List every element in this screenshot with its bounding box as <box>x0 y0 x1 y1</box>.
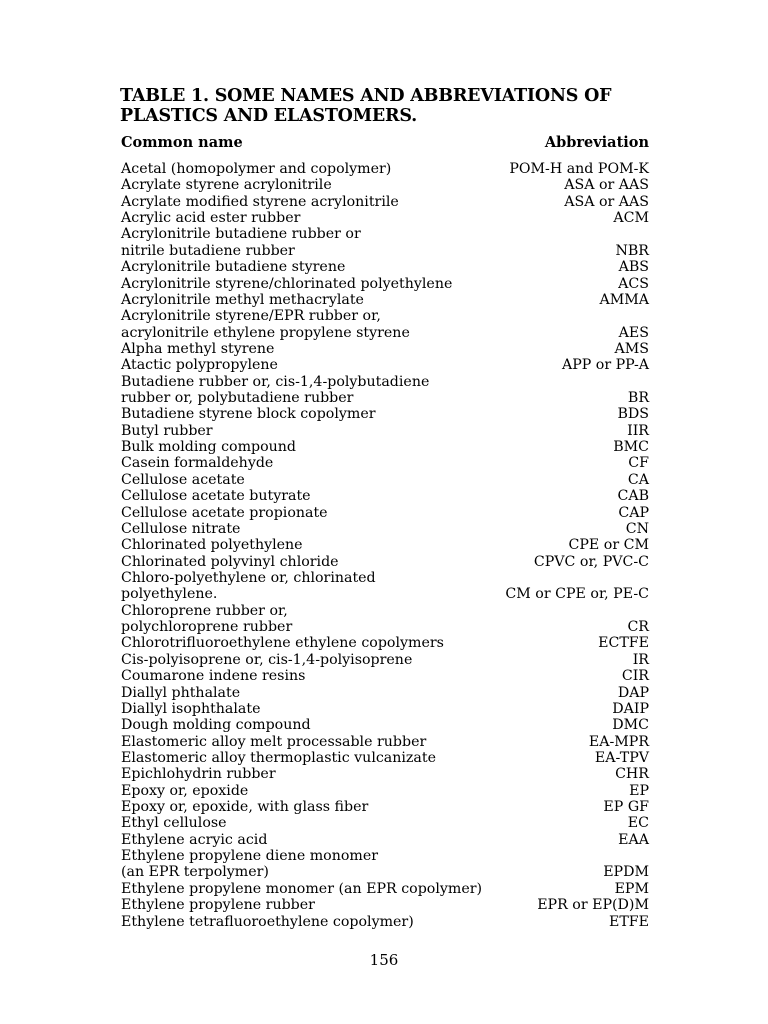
common-name-cell: Epoxy or, epoxide, with glass fiber <box>121 799 369 816</box>
common-name-cell: Elastomeric alloy melt processable rubber <box>121 733 427 750</box>
abbreviation-cell: CPVC or, PVC-C <box>533 553 649 570</box>
table-header <box>121 133 649 153</box>
common-name-cell: Ethylene tetrafluoroethylene copolymer) <box>121 913 414 930</box>
table-row <box>121 194 649 210</box>
abbreviation-cell: CIR <box>621 668 649 685</box>
table-row <box>121 325 649 341</box>
abbreviation-cell: CAB <box>617 488 649 505</box>
table-row <box>121 668 649 684</box>
abbreviation-cell: ASA or AAS <box>564 193 649 210</box>
abbreviation-cell: EPR or EP(D)M <box>537 897 649 914</box>
common-name-cell: Butadiene styrene block copolymer <box>121 406 376 423</box>
abbreviation-cell: CPE or CM <box>568 537 649 554</box>
common-name-cell: Coumarone indene resins <box>121 668 306 685</box>
abbreviation-cell: BDS <box>617 406 649 423</box>
common-name-cell: polychloroprene rubber <box>121 619 293 636</box>
abbreviation-cell: EA-TPV <box>594 749 649 766</box>
abbreviation-cell: DAP <box>617 684 649 701</box>
common-name-cell: Chlorinated polyvinyl chloride <box>121 553 339 570</box>
column-header-abbreviation: Abbreviation <box>544 134 649 151</box>
common-name-cell: Ethyl cellulose <box>121 815 227 832</box>
abbreviation-cell: EPDM <box>603 864 649 881</box>
common-name-cell: Ethylene acryic acid <box>121 831 268 848</box>
common-name-cell: Acrylonitrile styrene/EPR rubber or, <box>121 308 381 325</box>
abbreviation-cell: EC <box>627 815 649 832</box>
abbreviation-cell: EP GF <box>603 799 649 816</box>
table-row <box>121 505 649 521</box>
table-row <box>121 652 649 668</box>
table-row <box>121 815 649 831</box>
table-row <box>121 439 649 455</box>
abbreviation-cell: AMMA <box>599 291 649 308</box>
common-name-cell: Cellulose acetate propionate <box>121 504 328 521</box>
abbreviation-cell: ECTFE <box>598 635 649 652</box>
common-name-cell: Chlorinated polyethylene <box>121 537 303 554</box>
table-row <box>121 619 649 635</box>
abbreviation-cell: ACM <box>613 210 649 227</box>
table-row <box>121 783 649 799</box>
abbreviation-cell: CN <box>625 520 649 537</box>
table-row <box>121 390 649 406</box>
table-body <box>121 161 649 930</box>
abbreviation-cell: POM-H and POM-K <box>509 161 649 177</box>
table-row <box>121 570 649 586</box>
common-name-cell: Acrylic acid ester rubber <box>121 210 301 227</box>
common-name-cell: Diallyl phthalate <box>121 684 241 701</box>
table-row <box>121 537 649 553</box>
common-name-cell: rubber or, polybutadiene rubber <box>121 390 354 407</box>
abbreviation-cell: AES <box>618 324 649 341</box>
common-name-cell: Ethylene propylene diene monomer <box>121 848 379 865</box>
common-name-cell: Ethylene propylene rubber <box>121 897 315 914</box>
abbreviation-cell: EPM <box>614 880 649 897</box>
abbreviation-cell: IIR <box>627 422 649 439</box>
table-row <box>121 701 649 717</box>
common-name-cell: Chlorotrifluoroethylene ethylene copolymers <box>121 635 444 652</box>
table-row <box>121 357 649 373</box>
common-name-cell: Chloroprene rubber or, <box>121 602 288 619</box>
abbreviation-cell: EA-MPR <box>588 733 649 750</box>
common-name-cell: Epoxy or, epoxide <box>121 782 249 799</box>
common-name-cell: Atactic polypropylene <box>121 357 278 374</box>
common-name-cell: Acrylonitrile styrene/chlorinated polyethylene <box>121 275 453 292</box>
table-row <box>121 374 649 390</box>
table-title: TABLE 1. SOME NAMES AND ABBREVIATIONS OF PLASTICS AND ELASTOMERS. <box>120 86 612 126</box>
abbreviation-cell: NBR <box>615 242 649 259</box>
common-name-cell: Ethylene propylene monomer (an EPR copolymer) <box>121 880 483 897</box>
abbreviation-cell: BR <box>627 390 649 407</box>
table-row <box>121 685 649 701</box>
table-row <box>121 750 649 766</box>
abbreviation-cell: CR <box>627 619 649 636</box>
table-row <box>121 423 649 439</box>
abbreviation-cell: BMC <box>613 439 649 456</box>
table-row <box>121 276 649 292</box>
table-row <box>121 914 649 930</box>
abbreviation-cell: CAP <box>618 504 649 521</box>
table-row <box>121 406 649 422</box>
common-name-cell: Butadiene rubber or, cis-1,4-polybutadiene <box>121 373 430 390</box>
table-row <box>121 177 649 193</box>
table-row <box>121 603 649 619</box>
abbreviation-cell: EP <box>629 782 649 799</box>
abbreviation-cell: CM or CPE or, PE-C <box>505 586 649 603</box>
common-name-cell: Acrylonitrile methyl methacrylate <box>121 291 364 308</box>
table-row <box>121 635 649 651</box>
common-name-cell: Chloro-polyethylene or, chlorinated <box>121 569 376 586</box>
common-name-cell: Casein formaldehyde <box>121 455 274 472</box>
abbreviation-cell: AMS <box>614 340 649 357</box>
common-name-cell: Butyl rubber <box>121 422 213 439</box>
table-row <box>121 341 649 357</box>
common-name-cell: acrylonitrile ethylene propylene styrene <box>121 324 410 341</box>
table-row <box>121 832 649 848</box>
table-row <box>121 897 649 913</box>
table-row <box>121 308 649 324</box>
abbreviation-cell: CHR <box>615 766 649 783</box>
column-header-common-name: Common name <box>121 134 243 151</box>
common-name-cell: Acetal (homopolymer and copolymer) <box>121 161 392 177</box>
abbreviation-cell: IR <box>632 651 649 668</box>
table-row <box>121 292 649 308</box>
table-row <box>121 210 649 226</box>
table-row <box>121 881 649 897</box>
table-row <box>121 488 649 504</box>
common-name-cell: Acrylate styrene acrylonitrile <box>121 177 332 194</box>
common-name-cell: Dough molding compound <box>121 717 311 734</box>
table-row <box>121 766 649 782</box>
abbreviation-cell: ETFE <box>608 913 649 930</box>
table-row <box>121 521 649 537</box>
table-row <box>121 848 649 864</box>
abbreviation-cell: CA <box>627 471 649 488</box>
table-row <box>121 554 649 570</box>
abbreviation-cell: ASA or AAS <box>564 177 649 194</box>
common-name-cell: Alpha methyl styrene <box>121 340 275 357</box>
table-row <box>121 161 649 177</box>
abbreviation-cell: APP or PP-A <box>561 357 649 374</box>
abbreviation-cell: DMC <box>612 717 649 734</box>
common-name-cell: Elastomeric alloy thermoplastic vulcanizate <box>121 749 436 766</box>
table-row <box>121 455 649 471</box>
table-row <box>121 734 649 750</box>
abbreviation-cell: ABS <box>618 259 649 276</box>
abbreviation-cell: DAIP <box>612 700 649 717</box>
common-name-cell: Epichlohydrin rubber <box>121 766 276 783</box>
common-name-cell: Acrylonitrile butadiene styrene <box>121 259 346 276</box>
common-name-cell: nitrile butadiene rubber <box>121 242 295 259</box>
common-name-cell: Cellulose acetate butyrate <box>121 488 311 505</box>
table-row <box>121 243 649 259</box>
table-row <box>121 226 649 242</box>
table-row <box>121 717 649 733</box>
table-row <box>121 799 649 815</box>
table-row <box>121 259 649 275</box>
abbreviation-cell: EAA <box>618 831 649 848</box>
common-name-cell: Diallyl isophthalate <box>121 700 261 717</box>
table-row <box>121 586 649 602</box>
common-name-cell: Cellulose nitrate <box>121 520 241 537</box>
common-name-cell: Acrylate modified styrene acrylonitrile <box>121 193 399 210</box>
common-name-cell: Bulk molding compound <box>121 439 297 456</box>
page-number: 156 <box>369 951 399 969</box>
table-row <box>121 472 649 488</box>
abbreviation-cell: CF <box>628 455 649 472</box>
common-name-cell: polyethylene. <box>121 586 218 603</box>
common-name-cell: Cis-polyisoprene or, cis-1,4-polyisoprene <box>121 651 413 668</box>
table-row <box>121 864 649 880</box>
common-name-cell: Cellulose acetate <box>121 471 245 488</box>
common-name-cell: (an EPR terpolymer) <box>121 864 269 881</box>
common-name-cell: Acrylonitrile butadiene rubber or <box>121 226 361 243</box>
abbreviation-cell: ACS <box>618 275 649 292</box>
